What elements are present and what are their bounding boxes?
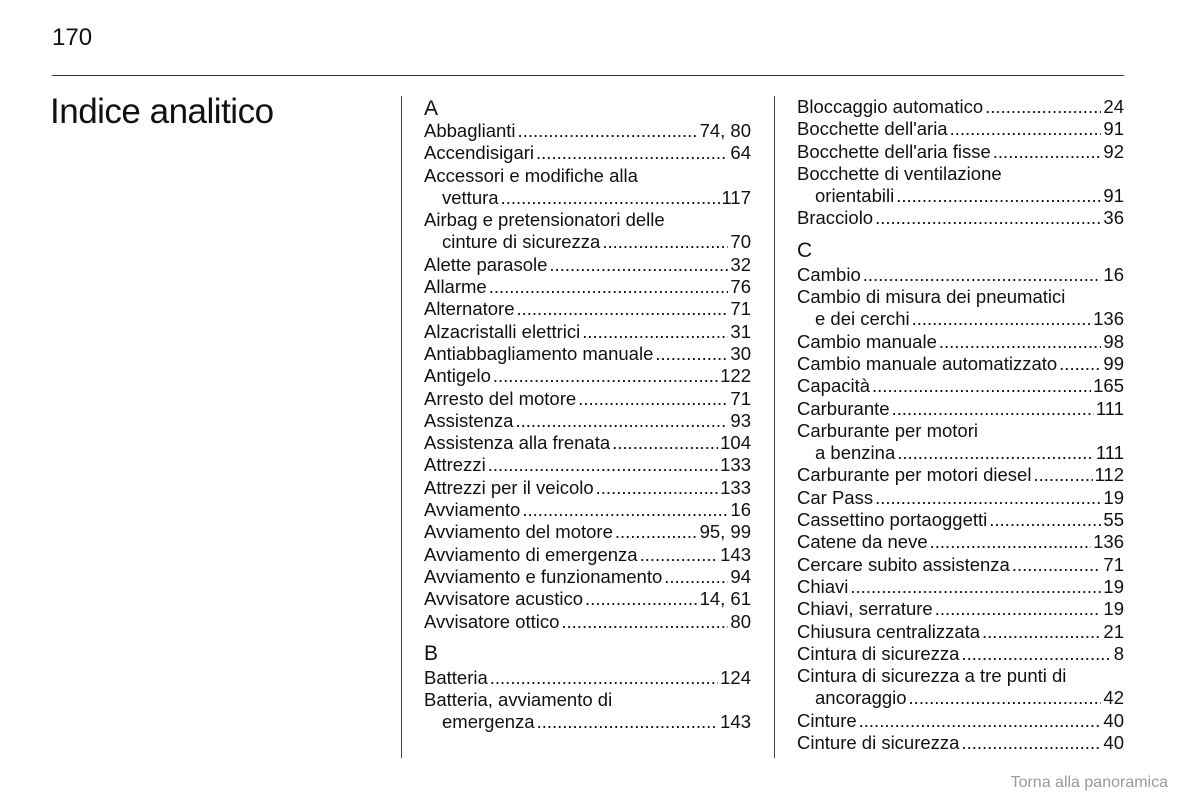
index-entry-term: Airbag e pretensionatori delle — [424, 209, 665, 231]
index-entry-pages: 16 — [1103, 263, 1124, 285]
column-divider — [774, 96, 775, 758]
index-entry-term: Carburante per motori — [797, 419, 978, 441]
index-entry-term: Cambio di misura dei pneumatici — [797, 286, 1066, 308]
index-entry-pages: 76 — [730, 276, 751, 298]
index-entry-term: Avvisatore acustico — [424, 588, 584, 610]
index-entry-pages: 112 — [1094, 464, 1124, 486]
dot-leader — [1059, 353, 1101, 375]
index-entry[interactable] — [424, 454, 751, 476]
index-entry-term: Antigelo — [424, 365, 491, 387]
index-entry-pages: 32 — [730, 253, 751, 275]
index-entry-term: Antiabbagliamento manuale — [424, 342, 654, 364]
index-entry-pages: 19 — [1103, 598, 1124, 620]
dot-leader — [655, 343, 728, 365]
dot-leader — [950, 118, 1102, 140]
index-entry-term: Bocchette dell'aria — [797, 118, 948, 140]
dot-leader — [549, 254, 728, 276]
index-entry[interactable] — [424, 689, 751, 734]
index-entry[interactable] — [797, 96, 1124, 118]
index-entry-term: Avvisatore ottico — [424, 610, 560, 632]
index-entry[interactable] — [797, 643, 1124, 665]
dot-leader — [863, 264, 1102, 286]
index-entry-term: a benzina — [815, 442, 896, 464]
index-entry[interactable] — [424, 477, 751, 499]
index-entry[interactable] — [424, 410, 751, 432]
index-entry-term: Accessori e modifiche alla — [424, 164, 638, 186]
index-entry[interactable] — [797, 464, 1124, 486]
index-entry-term: Allarme — [424, 276, 487, 298]
dot-leader — [578, 388, 728, 410]
index-entry-pages: 8 — [1113, 642, 1124, 664]
dot-leader — [640, 544, 719, 566]
dot-leader — [935, 598, 1102, 620]
dot-leader — [582, 321, 728, 343]
dot-leader — [664, 566, 728, 588]
index-entry-term: Accendisigari — [424, 142, 535, 164]
index-entry-term: ancoraggio — [815, 687, 907, 709]
index-entry[interactable] — [424, 298, 751, 320]
index-entry-term: Carburante — [797, 397, 890, 419]
index-entry-pages: 136 — [1093, 308, 1124, 330]
dot-leader — [912, 308, 1092, 330]
index-entry[interactable] — [797, 509, 1124, 531]
index-entry[interactable] — [424, 544, 751, 566]
dot-leader — [518, 120, 698, 142]
index-entry-term: Cintura di sicurezza a tre punti di — [797, 665, 1067, 687]
index-entry-term: Avviamento del motore — [424, 521, 613, 543]
index-entry-pages: 122 — [720, 365, 751, 387]
index-entry-pages: 98 — [1103, 330, 1124, 352]
index-entry[interactable] — [797, 163, 1124, 208]
index-entry-pages: 111 — [1095, 397, 1124, 419]
index-entry-term: Cercare subito assistenza — [797, 553, 1010, 575]
index-entry[interactable] — [424, 321, 751, 343]
dot-leader — [875, 207, 1101, 229]
dot-leader — [493, 365, 718, 387]
index-entry[interactable] — [424, 142, 751, 164]
index-entry-term: Alternatore — [424, 298, 515, 320]
dot-leader — [596, 477, 718, 499]
index-entry-pages: 40 — [1103, 732, 1124, 754]
dot-leader — [585, 588, 698, 610]
index-entry[interactable] — [424, 521, 751, 543]
index-entry-term: Chiusura centralizzata — [797, 620, 981, 642]
index-entry-pages: 133 — [720, 454, 751, 476]
index-entry-term: Arresto del motore — [424, 387, 577, 409]
index-entry-term: Alzacristalli elettrici — [424, 320, 581, 342]
index-entry-term: Catene da neve — [797, 531, 928, 553]
index-entry-term: Avviamento — [424, 499, 521, 521]
dot-leader — [985, 96, 1101, 118]
index-entry[interactable] — [797, 531, 1124, 553]
index-entry-pages: 95, 99 — [699, 521, 751, 543]
index-entry-pages: 136 — [1093, 531, 1124, 553]
index-entry[interactable] — [424, 343, 751, 365]
index-entry[interactable] — [797, 598, 1124, 620]
index-entry[interactable] — [424, 588, 751, 610]
index-entry[interactable] — [797, 576, 1124, 598]
index-column-1 — [424, 96, 751, 734]
index-entry-pages: 74, 80 — [699, 120, 751, 141]
dot-leader — [602, 231, 728, 253]
index-entry-term: Cassettino portaoggetti — [797, 509, 988, 531]
index-entry[interactable] — [424, 388, 751, 410]
index-entry[interactable] — [797, 665, 1124, 710]
index-entry[interactable] — [424, 209, 751, 254]
index-entry-pages: 42 — [1103, 687, 1124, 709]
index-entry-term: Bocchette dell'aria fisse — [797, 140, 991, 162]
index-letter-heading: C — [797, 238, 813, 262]
index-entry-term: Assistenza — [424, 409, 514, 431]
page-number: 170 — [52, 24, 93, 51]
index-entry-pages: 31 — [730, 320, 751, 342]
index-entry-pages: 71 — [730, 387, 751, 409]
index-entry-pages: 92 — [1103, 140, 1124, 162]
index-entry-pages: 40 — [1103, 709, 1124, 731]
index-entry-pages: 55 — [1103, 509, 1124, 531]
index-entry[interactable] — [424, 432, 751, 454]
index-entry[interactable] — [797, 732, 1124, 754]
index-entry-term: Capacità — [797, 375, 871, 397]
dot-leader — [537, 711, 719, 733]
index-entry[interactable] — [424, 254, 751, 276]
index-entry-term: Cintura di sicurezza — [797, 642, 960, 664]
dot-leader — [612, 432, 718, 454]
index-entry[interactable] — [797, 141, 1124, 163]
index-entry-pages: 70 — [730, 231, 751, 253]
index-entry-pages: 21 — [1103, 620, 1124, 642]
dot-leader — [989, 509, 1101, 531]
dot-leader — [961, 732, 1101, 754]
index-entry-pages: 104 — [720, 432, 751, 454]
index-letter-heading: B — [424, 641, 439, 665]
index-entry-term: Chiavi, serrature — [797, 598, 933, 620]
index-entry[interactable] — [797, 554, 1124, 576]
index-entry-pages: 64 — [730, 142, 751, 164]
dot-leader — [522, 499, 728, 521]
index-entry-pages: 111 — [1095, 442, 1124, 464]
index-entry-pages: 80 — [730, 610, 751, 632]
header-rule — [52, 75, 1124, 76]
index-entry-term: Cambio manuale — [797, 330, 937, 352]
index-entry-term: Avviamento e funzionamento — [424, 565, 663, 587]
index-entry[interactable] — [424, 611, 751, 633]
index-letter-heading: A — [424, 97, 439, 120]
dot-leader — [515, 410, 728, 432]
index-entry-pages: 94 — [730, 565, 751, 587]
index-entry-pages: 71 — [730, 298, 751, 320]
index-entry-term: Attrezzi per il veicolo — [424, 476, 594, 498]
index-entry-term: Cinture di sicurezza — [797, 732, 960, 754]
index-entry[interactable] — [424, 165, 751, 210]
dot-leader — [939, 331, 1102, 353]
dot-leader — [1012, 554, 1102, 576]
index-entry-term: Bocchette di ventilazione — [797, 162, 1002, 184]
index-entry-pages: 19 — [1103, 575, 1124, 597]
dot-leader — [961, 643, 1111, 665]
index-entry-term: Alette parasole — [424, 253, 548, 275]
dot-leader — [859, 710, 1102, 732]
dot-leader — [872, 375, 1091, 397]
dot-leader — [490, 667, 718, 689]
index-entry-pages: 117 — [721, 186, 751, 208]
index-entry-pages: 143 — [720, 711, 751, 733]
index-entry-pages: 19 — [1103, 486, 1124, 508]
index-entry-term: cinture di sicurezza — [442, 231, 601, 253]
index-entry-pages: 93 — [730, 409, 751, 431]
index-entry-term: emergenza — [442, 711, 535, 733]
index-entry-term: Cinture — [797, 709, 857, 731]
index-entry-term: Carburante per motori diesel — [797, 464, 1032, 486]
index-entry[interactable] — [797, 621, 1124, 643]
index-entry[interactable] — [797, 331, 1124, 353]
index-entry-term: Bloccaggio automatico — [797, 96, 984, 117]
index-entry-pages: 124 — [720, 666, 751, 688]
index-entry-pages: 30 — [730, 342, 751, 364]
index-entry[interactable] — [797, 375, 1124, 397]
dot-leader — [561, 611, 728, 633]
index-entry-term: Batteria, avviamento di — [424, 689, 613, 711]
dot-leader — [1033, 464, 1092, 486]
index-entry-pages: 16 — [730, 499, 751, 521]
index-entry-pages: 165 — [1093, 375, 1124, 397]
index-entry[interactable] — [797, 487, 1124, 509]
dot-leader — [982, 621, 1101, 643]
index-entry-pages: 99 — [1103, 352, 1124, 374]
index-entry-pages: 14, 61 — [699, 588, 751, 610]
index-entry-term: e dei cerchi — [815, 308, 910, 330]
dot-leader — [488, 454, 718, 476]
dot-leader — [850, 576, 1101, 598]
index-entry[interactable] — [797, 264, 1124, 286]
index-entry[interactable] — [797, 286, 1124, 331]
index-entry-term: Abbaglianti — [424, 120, 516, 141]
index-entry-term: Cambio manuale automatizzato — [797, 352, 1058, 374]
index-entry-term: Chiavi — [797, 575, 849, 597]
dot-leader — [875, 487, 1101, 509]
index-column-2 — [797, 96, 1124, 754]
index-entry-term: Attrezzi — [424, 454, 486, 476]
index-entry[interactable] — [797, 353, 1124, 375]
index-entry[interactable] — [424, 120, 751, 142]
index-entry[interactable] — [797, 398, 1124, 420]
index-entry[interactable] — [424, 365, 751, 387]
dot-leader — [993, 141, 1102, 163]
index-entry-term: Avviamento di emergenza — [424, 543, 638, 565]
index-entry[interactable] — [797, 207, 1124, 229]
dot-leader — [517, 298, 729, 320]
index-entry-term: orientabili — [815, 185, 895, 207]
index-entry[interactable] — [424, 499, 751, 521]
dot-leader — [536, 142, 728, 164]
column-divider — [401, 96, 402, 758]
index-entry-pages: 24 — [1103, 96, 1124, 117]
index-entry-term: Assistenza alla frenata — [424, 432, 611, 454]
index-entry-pages: 143 — [720, 543, 751, 565]
index-entry-pages: 133 — [720, 476, 751, 498]
dot-leader — [897, 442, 1094, 464]
index-entry-term: Cambio — [797, 263, 861, 285]
index-entry-term: Car Pass — [797, 486, 874, 508]
index-entry-term: vettura — [442, 186, 499, 208]
dot-leader — [896, 185, 1101, 207]
back-to-overview-link[interactable]: Torna alla panoramica — [1010, 774, 1168, 791]
dot-leader — [489, 276, 729, 298]
page-title: Indice analitico — [50, 92, 274, 131]
dot-leader — [909, 687, 1102, 709]
index-entry-pages: 91 — [1103, 118, 1124, 140]
index-entry[interactable] — [424, 566, 751, 588]
index-entry-pages: 71 — [1103, 553, 1124, 575]
index-entry-pages: 91 — [1103, 185, 1124, 207]
dot-leader — [930, 531, 1091, 553]
dot-leader — [615, 521, 698, 543]
index-entry[interactable] — [424, 276, 751, 298]
index-entry[interactable] — [424, 667, 751, 689]
dot-leader — [501, 187, 720, 209]
index-entry-pages: 36 — [1103, 207, 1124, 229]
index-entry-term: Bracciolo — [797, 207, 874, 229]
index-entry[interactable] — [797, 420, 1124, 465]
index-entry[interactable] — [797, 710, 1124, 732]
index-entry-term: Batteria — [424, 666, 488, 688]
dot-leader — [892, 398, 1094, 420]
index-entry[interactable] — [797, 118, 1124, 140]
